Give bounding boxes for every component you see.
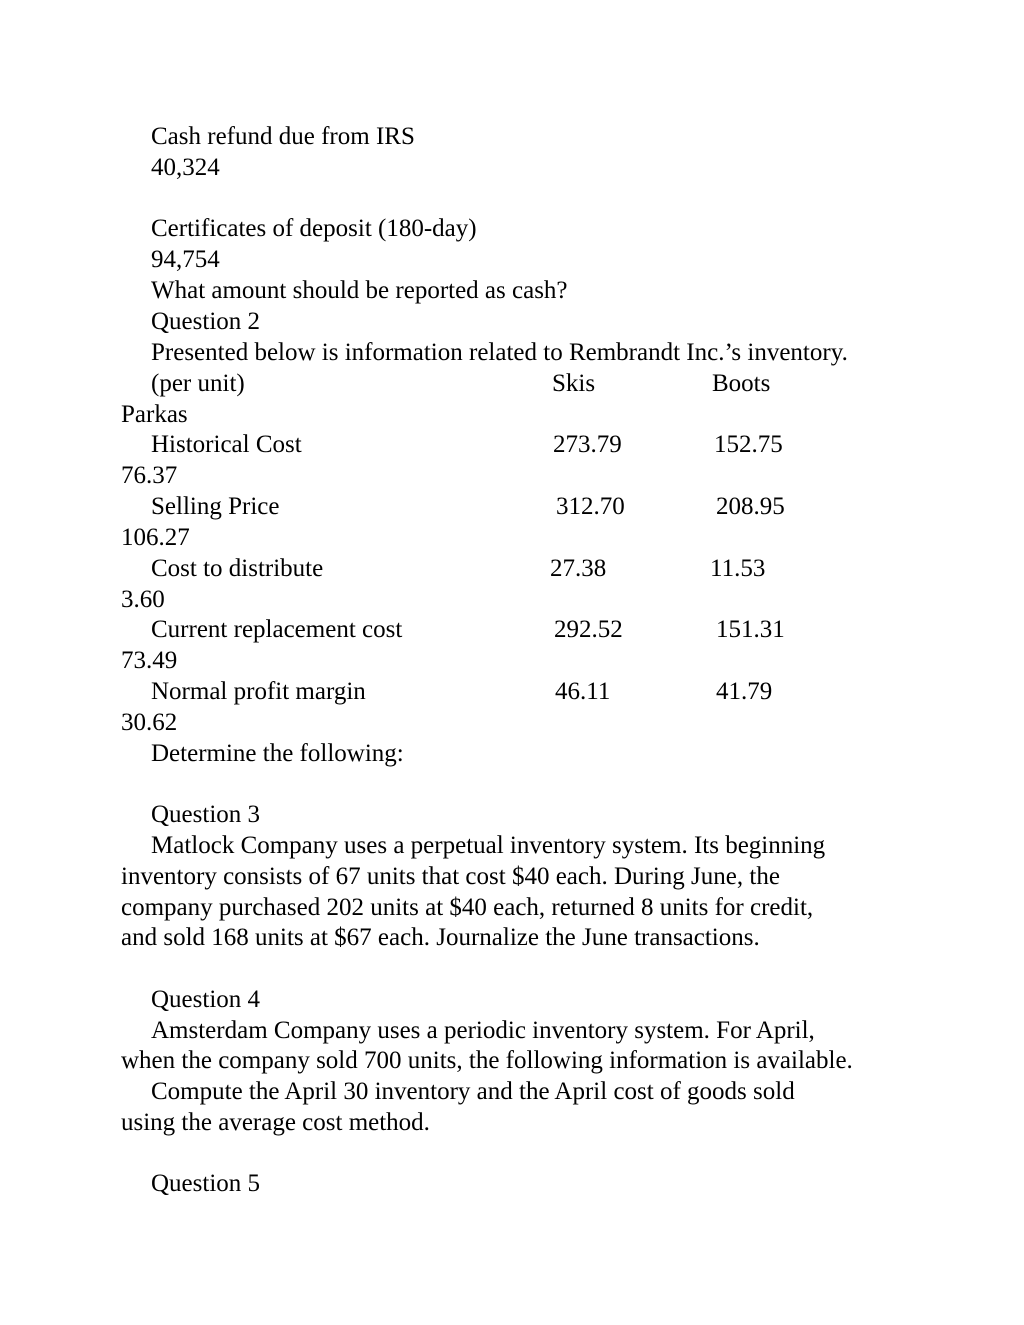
table-header-parkas: Parkas (121, 401, 188, 428)
cd-value: 94,754 (151, 246, 220, 273)
row-skis: 46.11 (555, 678, 611, 705)
q5-heading: Question 5 (151, 1170, 261, 1197)
table-header-skis: Skis (552, 370, 596, 397)
row-label: Selling Price (151, 493, 280, 520)
row-boots: 152.75 (714, 431, 783, 458)
table-header-label: (per unit) (151, 370, 245, 397)
row-boots: 151.31 (716, 616, 785, 643)
cash-refund-label: Cash refund due from IRS (151, 123, 415, 150)
row-parkas: 3.60 (121, 586, 165, 613)
q4-text-line: Compute the April 30 inventory and the April cost of goods sold (151, 1078, 795, 1105)
row-label: Normal profit margin (151, 678, 366, 705)
cd-label: Certificates of deposit (180-day) (151, 215, 477, 242)
row-parkas: 106.27 (121, 524, 190, 551)
q2-intro: Presented below is information related to Rembrandt Inc.’s inventory. (151, 339, 848, 366)
row-skis: 273.79 (553, 431, 622, 458)
row-boots: 11.53 (710, 555, 766, 582)
row-label: Cost to distribute (151, 555, 324, 582)
q4-text-line: Amsterdam Company uses a periodic inventory system. For April, (151, 1017, 815, 1044)
row-skis: 292.52 (554, 616, 623, 643)
q4-text-line: when the company sold 700 units, the following information is available. (121, 1047, 853, 1074)
row-parkas: 30.62 (121, 709, 178, 736)
row-skis: 312.70 (556, 493, 625, 520)
q3-text-line: and sold 168 units at $67 each. Journalize the June transactions. (121, 924, 760, 951)
q4-text-line: using the average cost method. (121, 1109, 430, 1136)
row-label: Historical Cost (151, 431, 302, 458)
row-parkas: 76.37 (121, 462, 178, 489)
cash-refund-value: 40,324 (151, 154, 220, 181)
q4-heading: Question 4 (151, 986, 261, 1013)
q2-instruction: Determine the following: (151, 740, 404, 767)
row-skis: 27.38 (550, 555, 607, 582)
q3-text-line: inventory consists of 67 units that cost $40 each. During June, the (121, 863, 780, 890)
q2-heading: Question 2 (151, 308, 261, 335)
row-boots: 208.95 (716, 493, 785, 520)
q3-heading: Question 3 (151, 801, 261, 828)
table-header-boots: Boots (712, 370, 771, 397)
q3-text-line: Matlock Company uses a perpetual inventory system. Its beginning (151, 832, 826, 859)
q1-question: What amount should be reported as cash? (151, 277, 568, 304)
row-boots: 41.79 (716, 678, 773, 705)
q3-text-line: company purchased 202 units at $40 each, returned 8 units for credit, (121, 894, 814, 921)
row-label: Current replacement cost (151, 616, 403, 643)
row-parkas: 73.49 (121, 647, 178, 674)
